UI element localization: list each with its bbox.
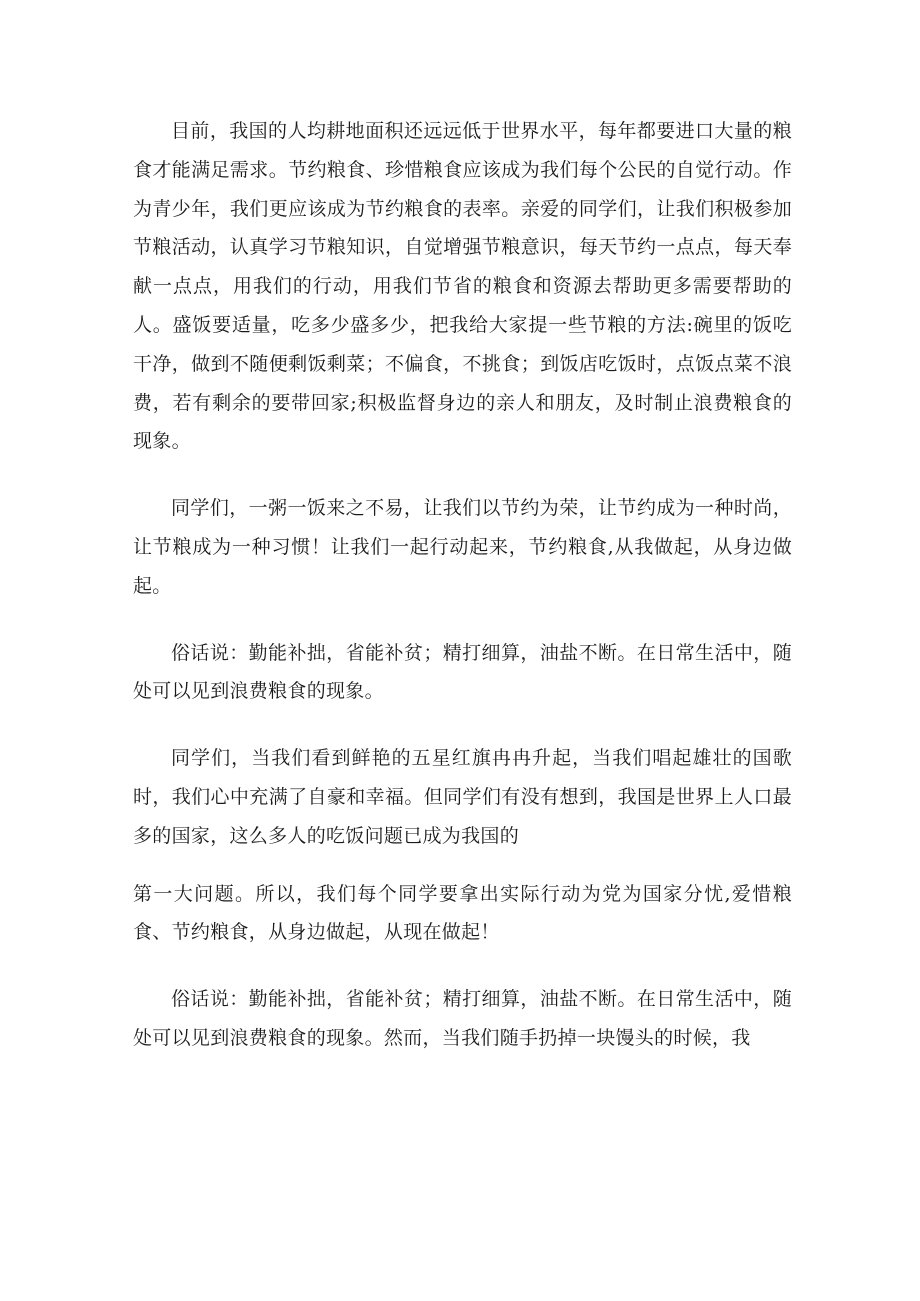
document-body (133, 112, 792, 1058)
paragraph-proverb: 俗话说：勤能补拙，省能补贫；精打细算，油盐不断。在日常生活中，随处可以见到浪费粮食的现象。 (133, 641, 792, 703)
paragraph-national-flag: 同学们，当我们看到鲜艳的五星红旗冉冉升起，当我们唱起雄壮的国歌时，我们心中充满了自豪和幸福。但同学们有没有想到，我国是世界上人口最多的国家，这么多人的吃饭问题已成为我国的 (133, 747, 792, 847)
paragraph-first-problem: 第一大问题。所以，我们每个同学要拿出实际行动为党为国家分忧,爱惜粮食、节约粮食，从身边做起，从现在做起！ (133, 882, 792, 944)
paragraph-call-to-action: 同学们，一粥一饭来之不易，让我们以节约为荣，让节约成为一种时尚，让节粮成为一种习惯！让我们一起行动起来，节约粮食,从我做起，从身边做起。 (133, 497, 792, 597)
paragraph-proverb-continued: 俗话说：勤能补拙，省能补贫；精打细算，油盐不断。在日常生活中，随处可以见到浪费粮食的现象。然而，当我们随手扔掉一块馒头的时候，我 (133, 988, 792, 1049)
paragraph-grain-saving-duty: 目前，我国的人均耕地面积还远远低于世界水平，每年都要进口大量的粮食才能满足需求。节约粮食、珍惜粮食应该成为我们每个公民的自觉行动。作为青少年，我们更应该成为节约粮食的表率。亲爱的同学们，让我们积极参加节粮活动，认真学习节粮知识，自觉增强节粮意识，每天节约一点点，每天奉献一点点，用我们的行动，用我们节省的粮食和资源去帮助更多需要帮助的人。盛饭要适量，吃多少盛多少，把我给大家提一些节粮的方法:碗里的饭吃干净，做到不随便剩饭剩菜；不偏食，不挑食；到饭店吃饭时，点饭点菜不浪费，若有剩余的要带回家;积极监督身边的亲人和朋友，及时制止浪费粮食的现象。 (133, 120, 792, 453)
